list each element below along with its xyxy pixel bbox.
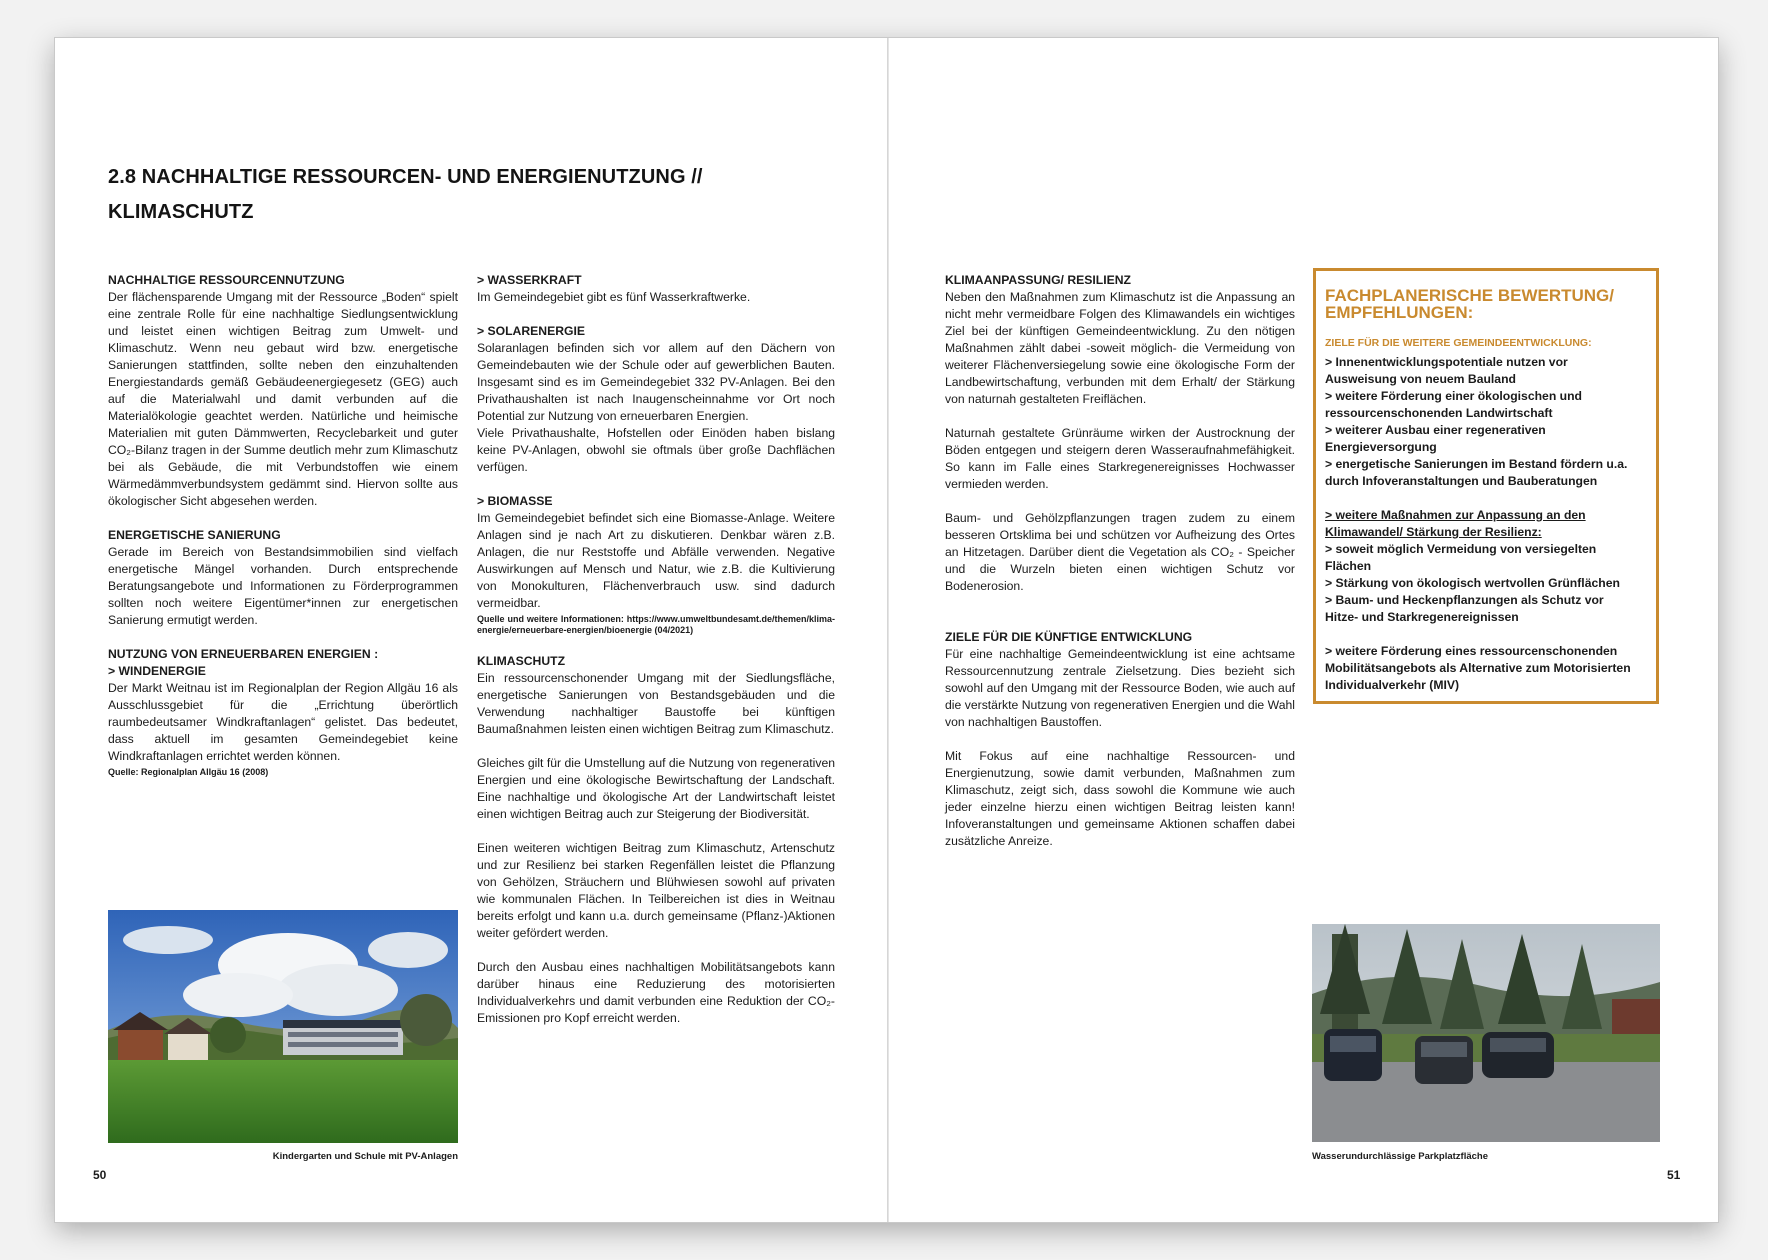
paragraph-text: Gerade im Bereich von Bestandsimmobilien sind vielfach energetische Mängel vorhanden. Durch entsprechende Beratungsangebote und Informationen zu Förderprogrammen sollten noch weitere Eigentümer*innen zur energetischen Sanierung ermutigt werden.: [108, 545, 458, 627]
recommendation-box: [1313, 268, 1659, 704]
photo-parking-lot-image: [1312, 924, 1660, 1142]
section-title: [108, 160, 828, 230]
goal-heading-underlined: > weitere Maßnahmen zur Anpassung an den: [1325, 508, 1586, 522]
paragraph: Einen weiteren wichtigen Beitrag zum Klimaschutz, Artenschutz und zur Resilienz bei starken Regenfällen leistet die Pflanzung von Gehölzen, Sträuchern und Blühwiesen sowohl auf privaten wie kommunalen Flächen. In Teilbereichen ist dies in Weitnau bereits erfolgt und kann u.a. durch gemeinsame (Pflanz-)Aktionen weiter gefördert werden.: [477, 841, 835, 940]
heading-solar-energy: > SOLARENERGIE: [477, 324, 586, 338]
photo-caption-right: Wasserundurchlässige Parkplatzfläche: [1312, 1151, 1488, 1162]
source-note: Quelle und weitere Informationen: https://www.umweltbundesamt.de/themen/klima-energie/erneuerbare-energien/bioenergie (04/2021): [477, 614, 835, 635]
page-number-left: 50: [93, 1168, 107, 1182]
section-title-line2: KLIMASCHUTZ: [108, 201, 254, 223]
paragraph: Mit Fokus auf eine nachhaltige Ressourcen- und Energienutzung, sowie damit verbunden, Maßnahmen zum Klimaschutz, zeigt sich, dass sowohl die Kommune wie auch jeder einzelne hierzu einen wichtigen Beitrag leisten kann! Infoveranstaltungen und gemeinsame Aktionen schaffen dabei zusätzliche Anreize.: [945, 749, 1295, 848]
photo-kindergarten-school: [108, 910, 458, 1143]
heading-renewable-energies: NUTZUNG VON ERNEUERBAREN ENERGIEN :: [108, 647, 379, 661]
goal-heading-underlined: Klimawandel/ Stärkung der Resilienz:: [1325, 525, 1542, 539]
paragraph: Baum- und Gehölzpflanzungen tragen zudem zu einem besseren Ortsklima bei und schützen vor Aufheizung des Ortes an Hitzetagen. Darüber dient die Vegetation als CO₂ - Speicher und die Wurzeln bieten einen wichtigen Schutz vor Bodenerosion.: [945, 511, 1295, 593]
paragraph-text: Im Gemeindegebiet befindet sich eine Biomasse-Anlage. Weitere Anlagen sind je nach Art zu diskutieren. Denkbar wären z.B. Anlagen, die nur Reststoffe und Abfälle verwenden. Negative Auswirkungen auf Mensch und Natur, wie z.B. die Kultivierung von Monokulturen, Flächenverbrauch usw. sind dadurch vermeidbar.: [477, 511, 835, 610]
goal-item: > soweit möglich Vermeidung von versiegelten: [1325, 542, 1597, 556]
paragraph-text: Der Markt Weitnau ist im Regionalplan der Region Allgäu 16 als Ausschlussgebiet für die „Errichtung überörtlich raumbedeutsamer Windkraftanlagen“ gelistet. Das bedeutet, dass aktuell im gesamten Gemeindegebiet keine Windkraftanlagen errichtet werden können.: [108, 681, 458, 763]
source-note: Quelle: Regionalplan Allgäu 16 (2008): [108, 767, 269, 777]
paragraph: Naturnah gestaltete Grünräume wirken der Austrocknung der Böden entgegen und steigern deren Wasseraufnahmefähigkeit. So kann im Falle eines Starkregenereignisses Hochwasser vermieden werden.: [945, 426, 1295, 491]
paragraph-text: Der flächensparende Umgang mit der Ressource „Boden“ spielt eine zentrale Rolle für eine nachhaltige Siedlungsentwicklung und leistet einen wichtigen Beitrag zum Umwelt- und Klimaschutz. Wenn neu gebaut wird bzw. energetische Sanierungen stattfinden, sollte neben den einzuhaltenden Energiestandards gemäß Gebäudeenergiegesetz (GEG) auch auf die Materialwahl und damit verbunden auf die Materialökologie geachtet werden. Natürliche und heimische Materialien mit guten Dämmwerten, Recyclebarkeit und guter CO₂-Bilanz tragen in der Summe deutlich mehr zum Klimaschutz bei als Gebäude, die mit Verbundstoffen wie einem Wärmedämmverbundsystem gedämmt sind. Hiervon sollte aus ökologischer Sicht abgesehen werden.: [108, 290, 458, 508]
heading-hydropower: > WASSERKRAFT: [477, 273, 582, 287]
heading-energetic-renovation: ENERGETISCHE SANIERUNG: [108, 528, 281, 542]
paragraph-text: Neben den Maßnahmen zum Klimaschutz ist die Anpassung an nicht mehr vermeidbare Folgen des Klimawandels ein wichtiges Ziel bei der künftigen Gemeindeentwicklung. Zu den nötigen Maßnahmen zählt dabei -soweit möglich- die Vermeidung von weiterer Flächenversiegelung sowie eine ökologische Form der Landbewirtschaftung, verbunden mit dem Erhalt/ der Stärkung von naturnah gestalteten Freiflächen.: [945, 290, 1295, 406]
document-spread: [55, 38, 1718, 1222]
goal-item: > energetische Sanierungen im Bestand fördern u.a.: [1325, 457, 1628, 471]
paragraph: [945, 629, 1295, 731]
photo-caption-left: Kindergarten und Schule mit PV-Anlagen: [272, 1151, 458, 1162]
goal-item: > weiterer Ausbau einer regenerativen: [1325, 423, 1546, 437]
goal-item: Energieversorgung: [1325, 440, 1437, 454]
left-page-column-1: [108, 272, 458, 795]
paragraph: Gleiches gilt für die Umstellung auf die Nutzung von regenerativen Energien und eine ökologische Bewirtschaftung der Landschaft. Eine nachhaltige und ökologische Art der Landwirtschaft leistet einen wichtigen Beitrag auch zur Steigerung der Biodiversität.: [477, 756, 835, 821]
paragraph-text: Im Gemeindegebiet gibt es fünf Wasserkraftwerke.: [477, 290, 751, 304]
paragraph: [108, 527, 458, 629]
paragraph-text: Solaranlagen befinden sich vor allem auf den Dächern von Gemeindebauten wie der Schule oder auf gewerblichen Bauten. Insgesamt sind es im Gemeindegebiet 332 PV-Anlagen. Bei den Privathaushalten ist nach Inaugenscheinnahme vor Ort noch Potential zur Nutzung von erneuerbaren Energien.: [477, 341, 835, 423]
photo-kindergarten-school-image: [108, 910, 458, 1143]
heading-climate-adaptation: KLIMAANPASSUNG/ RESILIENZ: [945, 273, 1131, 287]
goal-item: > Stärkung von ökologisch wertvollen Grünflächen: [1325, 576, 1620, 590]
heading-resource-use: NACHHALTIGE RESSOURCENNUTZUNG: [108, 273, 345, 287]
goal-item: > Innenentwicklungspotentiale nutzen vor: [1325, 355, 1568, 369]
paragraph-text: Ein ressourcenschonender Umgang mit der Siedlungsfläche, energetische Sanierungen von Bestandsgebäuden und die Verwendung nachhaltiger Baustoffe bei künftigen Baumaßnahmen leisten einen wichtigen Beitrag zum Klimaschutz.: [477, 671, 835, 736]
paragraph: [477, 653, 835, 738]
goal-item: Mobilitätsangebots als Alternative zum Motorisierten: [1325, 661, 1631, 675]
page-number-right: 51: [1667, 1168, 1681, 1182]
right-page-column-1: [945, 272, 1295, 867]
heading-climate-protection: KLIMASCHUTZ: [477, 654, 566, 668]
paragraph: [945, 272, 1295, 408]
paragraph: Durch den Ausbau eines nachhaltigen Mobilitätsangebots kann darüber hinaus eine Reduzierung des motorisierten Individualverkehrs und damit verbunden eine Reduktion der CO₂- Emissionen pro Kopf erreicht werden.: [477, 960, 835, 1025]
page-gutter: [887, 38, 889, 1222]
photo-parking-lot: [1312, 924, 1660, 1142]
recommendation-box-subtitle: ZIELE FÜR DIE WEITERE GEMEINDEENTWICKLUNG:: [1325, 337, 1592, 349]
goal-item: ressourcenschonenden Landwirtschaft: [1325, 406, 1553, 420]
goal-item: durch Infoveranstaltungen und Bauberatungen: [1325, 474, 1598, 488]
paragraph: [108, 272, 458, 510]
goal-item: > weitere Förderung eines ressourcenschonenden: [1325, 644, 1618, 658]
goal-item: > Baum- und Heckenpflanzungen als Schutz vor: [1325, 593, 1604, 607]
paragraph: [477, 323, 835, 476]
goal-item: Individualverkehr (MIV): [1325, 678, 1460, 692]
recommendation-box-title: FACHPLANERISCHE BEWERTUNG/ EMPFEHLUNGEN:: [1325, 286, 1615, 322]
heading-biomass: > BIOMASSE: [477, 494, 553, 508]
heading-future-goals: ZIELE FÜR DIE KÜNFTIGE ENTWICKLUNG: [945, 630, 1193, 644]
goal-item: Hitze- und Starkregenereignissen: [1325, 610, 1519, 624]
section-title-line1: 2.8 NACHHALTIGE RESSOURCEN- UND ENERGIENUTZUNG //: [108, 166, 703, 188]
goal-item: Flächen: [1325, 559, 1372, 573]
paragraph: [108, 646, 458, 778]
goal-item: Ausweisung von neuem Bauland: [1325, 372, 1516, 386]
goal-item: > weitere Förderung einer ökologischen und: [1325, 389, 1582, 403]
left-page-column-2: [477, 272, 835, 1044]
paragraph-text: Für eine nachhaltige Gemeindeentwicklung ist eine achtsame Ressourcennutzung zentrale Zielsetzung. Dies bezieht sich sowohl auf den Umgang mit der Ressource Boden, wie auch auf die verstärkte Nutzung von regenerativen Energien und die Wahl von nachhaltigen Baustoffen.: [945, 647, 1295, 729]
heading-wind-energy: > WINDENERGIE: [108, 664, 206, 678]
paragraph: [477, 493, 835, 636]
paragraph-text: Viele Privathaushalte, Hofstellen oder Einöden haben bislang keine PV-Anlagen, obwohl sie oftmals über große Dachflächen verfügen.: [477, 426, 835, 474]
paragraph: [477, 272, 835, 306]
